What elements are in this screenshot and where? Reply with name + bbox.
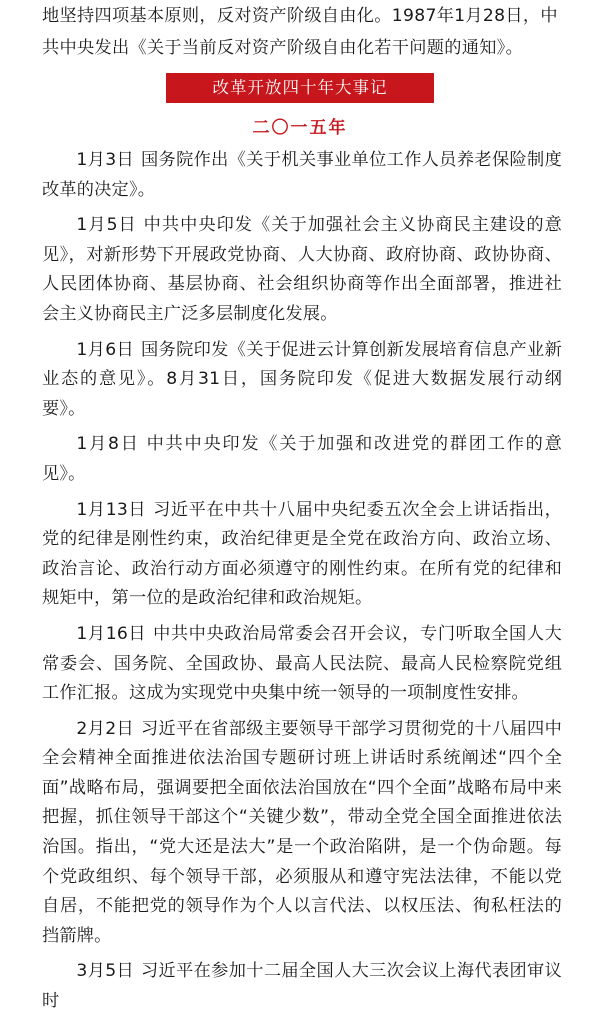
event-date: 1月13日 — [76, 499, 147, 520]
event-entry — [42, 715, 562, 952]
event-date: 1月6日 — [76, 339, 135, 360]
event-date: 1月16日 — [76, 623, 147, 644]
event-date: 3月5日 — [76, 961, 135, 982]
event-text: 习近平在中共十八届中央纪委五次全会上讲话指出，党的纪律是刚性约束，政治纪律更是全党在政治方向、政治立场、政治言论、政治行动方面必须遵守的刚性约束。在所有党的纪律和规矩中，第一位的是政治纪律和政治规矩。 — [42, 499, 562, 609]
intro-text: 地坚持四项基本原则，反对资产阶级自由化。1987年1月28日，中共中央发出《关于当前反对资产阶级自由化若干问题的通知》。 — [42, 6, 558, 58]
year-heading: 二〇一五年 — [252, 118, 348, 138]
event-date: 2月2日 — [76, 718, 135, 739]
event-text: 中共中央印发《关于加强社会主义协商民主建设的意见》，对新形势下开展政党协商、人大协商、政府协商、政协协商、人民团体协商、基层协商、社会组织协商等作出全面部署，推进社会主义协商民主广泛多层制度化发展。 — [42, 215, 563, 324]
event-entry — [42, 957, 562, 1016]
event-text: 习近平在参加十二届全国人大三次会议上海代表团审议时 — [42, 961, 562, 1012]
event-entry — [42, 146, 562, 205]
event-entry — [42, 336, 562, 425]
event-date: 1月3日 — [76, 150, 135, 170]
event-entry — [42, 211, 562, 329]
event-list — [42, 146, 562, 1023]
event-date: 1月8日 — [76, 434, 140, 455]
intro-paragraph — [42, 0, 562, 64]
event-entry — [42, 496, 562, 614]
event-entry — [42, 430, 562, 489]
event-text: 国务院印发《关于促进云计算创新发展培育信息产业新业态的意见》。8月31日，国务院印发《促进大数据发展行动纲要》。 — [42, 339, 562, 419]
event-date: 1月5日 — [76, 215, 137, 236]
section-banner: 改革开放四十年大事记 — [166, 73, 434, 103]
event-text: 中共中央政治局常委会召开会议，专门听取全国人大常委会、国务院、全国政协、最高人民法院、最高人民检察院党组工作汇报。这成为实现党中央集中统一领导的一项制度性安排。 — [42, 623, 562, 704]
event-text: 习近平在省部级主要领导干部学习贯彻党的十八届四中全会精神全面推进依法治国专题研讨班上讲话时系统阐述“四个全面”战略布局，强调要把全面依法治国放在“四个全面”战略布局中来把握，抓住领导干部这个“关键少数”，带动全党全国全面推进依法治国。指出，“党大还是法大”是一个政治陷阱，是一个伪命题。每个党政组织、每个领导干部，必须服从和遵守宪法法律，不能以党自居，不能把党的领导作为个人以言代法、以权压法、徇私枉法的挡箭牌。 — [42, 718, 562, 946]
event-text: 国务院作出《关于机关事业单位工作人员养老保险制度改革的决定》。 — [42, 150, 562, 200]
event-entry — [42, 620, 562, 709]
event-text: 中共中央印发《关于加强和改进党的群团工作的意见》。 — [42, 434, 562, 484]
